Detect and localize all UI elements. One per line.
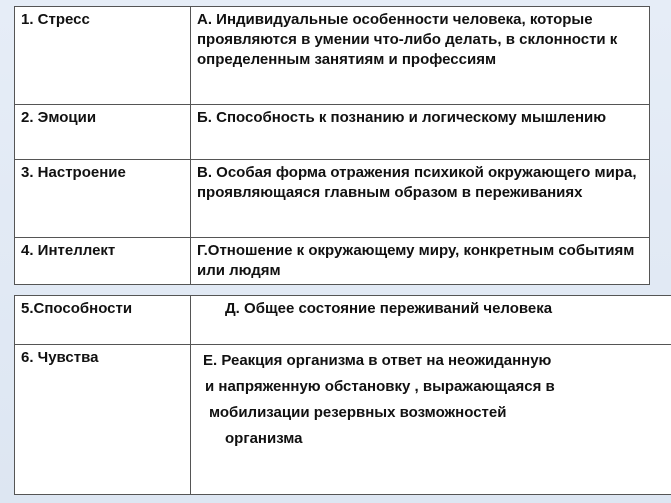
table-row — [15, 296, 671, 345]
term-cell: 6. Чувства — [15, 345, 191, 495]
table-row — [15, 238, 650, 285]
matching-table-top — [14, 6, 650, 285]
definition-cell: Б. Способность к познанию и логическому мышлению — [191, 105, 650, 160]
definition-line: и напряженную обстановку , выражающаяся в — [205, 378, 555, 396]
matching-table-bottom — [14, 295, 671, 495]
table-row — [15, 7, 650, 105]
definition-line: Е. Реакция организма в ответ на неожиданную — [203, 352, 552, 370]
term-cell: 4. Интеллект — [15, 238, 191, 285]
definition-cell: Г.Отношение к окружающему миру, конкретным событиям или людям — [191, 238, 650, 285]
table-row — [15, 345, 671, 495]
term-cell: 1. Стресс — [15, 7, 191, 105]
definition-cell: Д. Общее состояние переживаний человека — [191, 296, 671, 345]
definition-cell: А. Индивидуальные особенности человека, которые проявляются в умении что-либо делать, в склонности к определенным занятиям и профессиям — [191, 7, 650, 105]
term-cell: 3. Настроение — [15, 160, 191, 238]
term-cell: 5.Способности — [15, 296, 191, 345]
table-row — [15, 160, 650, 238]
table-row — [15, 105, 650, 160]
definition-cell: В. Особая форма отражения психикой окружающего мира, проявляющаяся главным образом в переживаниях — [191, 160, 650, 238]
term-cell: 2. Эмоции — [15, 105, 191, 160]
definition-cell — [191, 345, 671, 495]
definition-line: организма — [225, 430, 303, 448]
definition-line: мобилизации резервных возможностей — [209, 404, 507, 422]
